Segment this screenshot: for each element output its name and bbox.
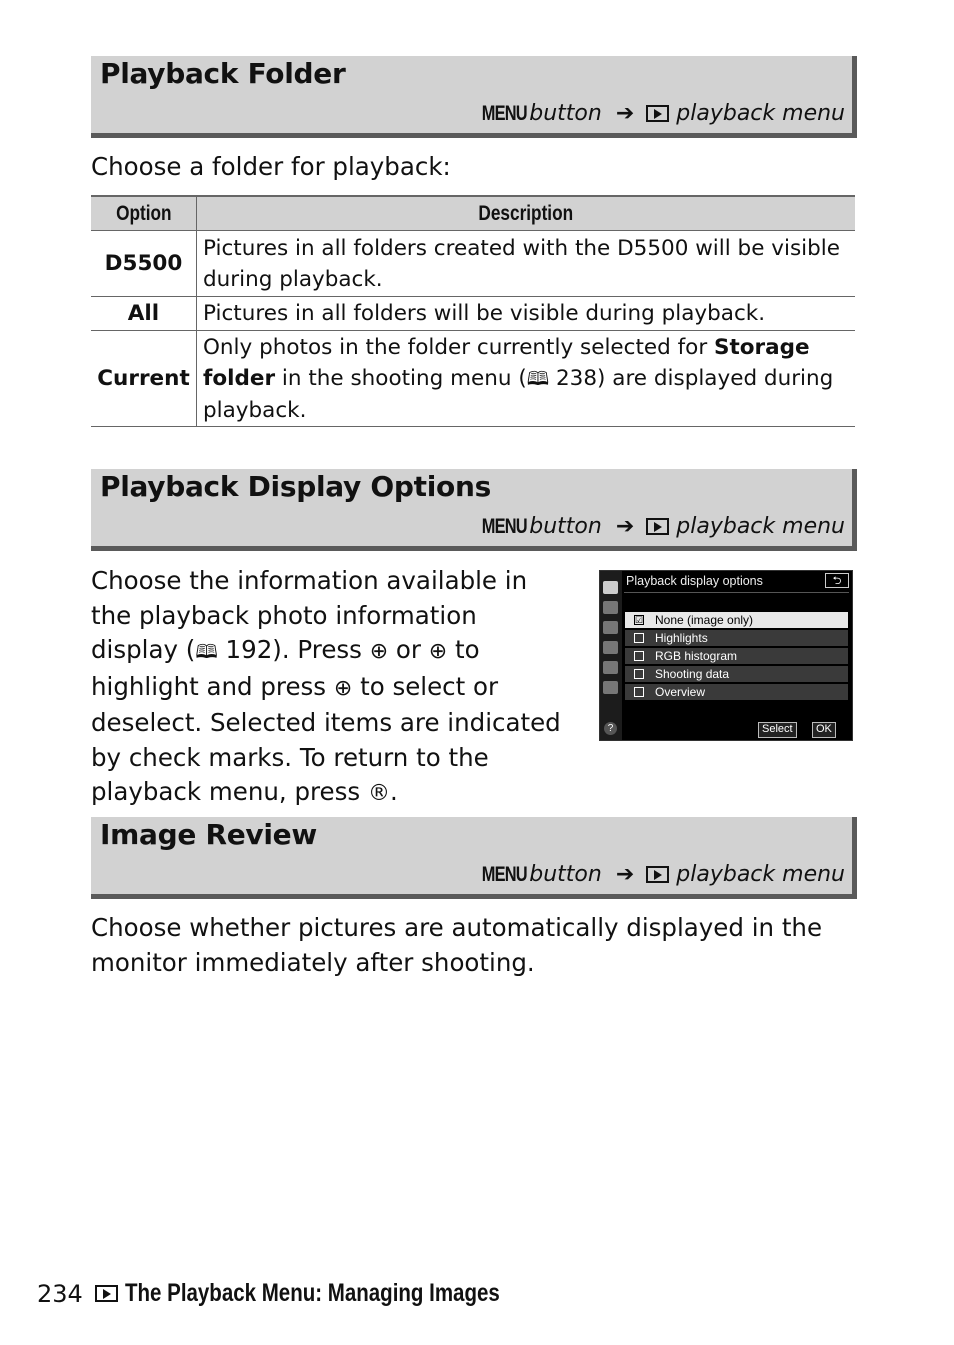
help-icon: ?	[604, 722, 617, 735]
checkbox-icon	[634, 669, 644, 679]
shooting-tab-icon	[603, 601, 618, 614]
option-cell: D5500	[91, 231, 197, 297]
table-row	[91, 331, 855, 427]
select-hint: Select	[758, 722, 797, 738]
playback-icon	[646, 105, 669, 122]
storage-folder-term: Storage folder	[203, 334, 810, 391]
lcd-list-item: Overview	[625, 684, 848, 700]
divider	[624, 592, 849, 593]
table-header-row	[91, 196, 855, 231]
table-row	[91, 297, 855, 331]
options-table	[91, 195, 855, 427]
camera-menu-screen	[599, 570, 853, 741]
option-cell: Current	[91, 331, 197, 427]
arrow-icon: ➔	[615, 862, 635, 887]
description-cell: Pictures in all folders created with the D5500 will be visible during playback.	[197, 231, 856, 297]
checkbox-icon	[634, 687, 644, 697]
header-description: Description	[197, 196, 856, 231]
lcd-list-item: ☑ None (image only)	[625, 612, 848, 628]
menu-name: playback menu	[676, 862, 845, 887]
checkbox-icon: ☑	[635, 615, 644, 625]
menu-name: playback menu	[676, 514, 845, 539]
section-header-image-review	[91, 817, 857, 899]
section-title: Image Review	[100, 818, 317, 851]
menu-name: playback menu	[676, 101, 845, 126]
setup-tab-icon	[603, 641, 618, 654]
menu-tabs-sidebar	[600, 571, 622, 740]
ok-button-icon: ®	[367, 781, 390, 806]
checkbox-icon	[634, 633, 644, 643]
section-title: Playback Folder	[100, 57, 346, 90]
menu-path	[469, 101, 845, 126]
arrow-icon: ➔	[615, 101, 635, 126]
playback-tab-icon	[603, 581, 618, 594]
description-cell: Pictures in all folders will be visible during playback.	[197, 297, 856, 331]
playback-icon	[646, 866, 669, 883]
menu-button-label: MENU	[482, 101, 528, 125]
custom-settings-tab-icon	[603, 621, 618, 634]
section-header-playback-folder	[91, 56, 857, 138]
playback-icon	[646, 518, 669, 535]
section-header-playback-display-options	[91, 469, 857, 551]
arrow-icon: ➔	[615, 514, 635, 539]
button-word: button	[529, 101, 602, 126]
checkbox-icon	[634, 651, 644, 661]
description-cell: Only photos in the folder currently selected for Storage folder in the shooting menu (🕮 238) are displayed during playback.	[197, 331, 856, 427]
button-word: button	[529, 514, 602, 539]
page-footer	[37, 1279, 582, 1308]
playback-icon	[95, 1285, 118, 1302]
playback-folder-intro: Choose a folder for playback:	[91, 152, 451, 181]
chapter-title: The Playback Menu: Managing Images	[124, 1279, 500, 1307]
book-icon: 🕮	[195, 641, 218, 663]
menu-path	[469, 862, 845, 887]
option-cell: All	[91, 297, 197, 331]
retouch-tab-icon	[603, 661, 618, 674]
multi-selector-down-icon: ⊕	[428, 639, 448, 664]
section-title: Playback Display Options	[100, 470, 491, 503]
back-icon: ⮌	[825, 573, 849, 588]
menu-button-label: MENU	[482, 514, 528, 538]
multi-selector-right-icon: ⊕	[333, 675, 353, 701]
display-options-text: Choose the information available in the playback photo information display (🕮 192). Press ⊕ or ⊕ to highlight and press ⊕ to select or deselect. Selected items are indicated by check marks. To return to the playback menu, press ®.	[91, 566, 561, 806]
button-word: button	[529, 862, 602, 887]
table-row	[91, 231, 855, 297]
page-number: 234	[37, 1279, 83, 1308]
lcd-title: Playback display options	[626, 574, 763, 588]
menu-button-label: MENU	[482, 862, 528, 886]
lcd-list-item: RGB histogram	[625, 648, 848, 664]
lcd-list-item: Shooting data	[625, 666, 848, 682]
lcd-list-item: Highlights	[625, 630, 848, 646]
multi-selector-up-icon: ⊕	[369, 639, 389, 664]
book-icon: 🕮	[526, 367, 550, 390]
header-option: Option	[91, 196, 197, 231]
ok-hint: OK	[812, 722, 836, 738]
recent-settings-tab-icon	[603, 681, 618, 694]
image-review-text: Choose whether pictures are automatically displayed in the monitor immediately after shooting.	[91, 913, 823, 977]
menu-path	[469, 514, 845, 539]
